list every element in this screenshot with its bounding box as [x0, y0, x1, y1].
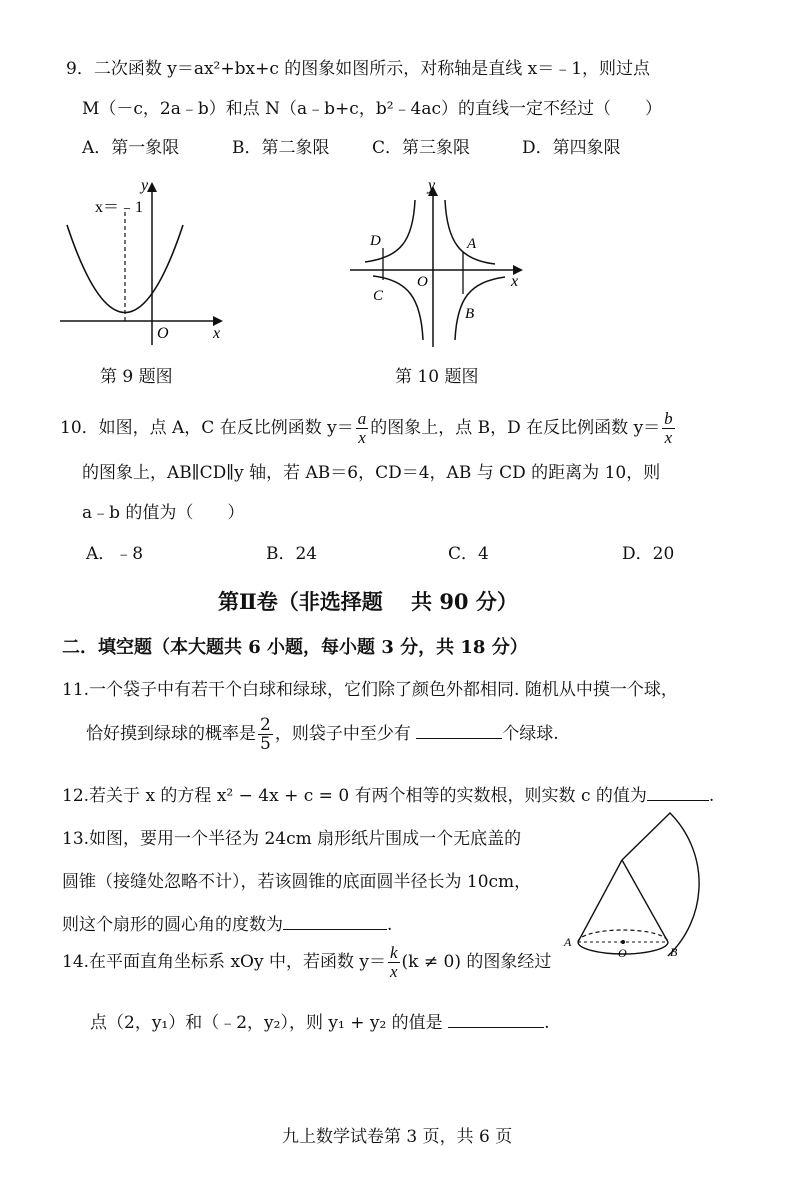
q10-line1-mid: 的图象上，点 B，D 在反比例函数 y＝	[370, 418, 661, 438]
part2-heading: 二．填空题（本大题共 6 小题，每小题 3 分，共 18 分）	[62, 637, 528, 658]
q13-figure	[560, 808, 730, 968]
q10-curve-a-left	[373, 276, 423, 340]
q10-point-c: C	[373, 288, 384, 304]
q9-option-b: B．第二象限	[232, 138, 330, 158]
q10-option-b: B．24	[266, 544, 318, 564]
q10-curve-a-right	[445, 200, 495, 264]
q10-frac2	[662, 410, 675, 447]
q13-line3-text: 则这个扇形的圆心角的度数为	[62, 915, 283, 935]
q9-figure	[55, 170, 235, 350]
q10-point-a: A	[467, 236, 477, 252]
q9-option-a: A．第一象限	[82, 138, 180, 158]
q14-answer-blank[interactable]	[448, 1011, 544, 1028]
q10-figure	[345, 172, 535, 352]
q9-x-label: x	[213, 325, 221, 342]
q9-axis-label: x＝﹣1	[95, 199, 144, 216]
q13-point-a: A	[564, 935, 572, 949]
q10-caption: 第 10 题图	[395, 367, 479, 387]
q10-option-d: D．20	[622, 544, 675, 564]
q14-frac-num: k	[389, 943, 398, 962]
q11-line2-pre: 恰好摸到绿球的概率是	[86, 724, 256, 744]
q12-end: .	[708, 786, 715, 806]
q13-cone-right	[622, 860, 668, 942]
q13-answer-blank[interactable]	[283, 913, 387, 930]
q9-y-label: y	[141, 177, 149, 194]
q13-line2: 圆锥（接缝处忽略不计），若该圆锥的底面圆半径长为 10cm，	[62, 872, 532, 892]
q11-line2	[86, 714, 559, 754]
q9-y-arrow	[147, 182, 157, 192]
q13-line3	[62, 913, 392, 936]
page-footer: 九上数学试卷第 3 页，共 6 页	[282, 1127, 513, 1147]
q10-frac2-num: b	[664, 409, 673, 428]
section2-title: 第Ⅱ卷（非选择题 共 90 分）	[218, 589, 518, 614]
q9-option-c: C．第三象限	[372, 138, 471, 158]
q12-answer-blank[interactable]	[647, 784, 709, 801]
q10-y-label: y	[428, 177, 436, 194]
q11-line1: 11.一个袋子中有若干个白球和绿球，它们除了颜色外都相同. 随机从中摸一个球，	[62, 680, 678, 700]
q14-line1-post: (k ≠ 0) 的图象经过	[401, 952, 552, 972]
q10-line2: 的图象上，AB∥CD∥y 轴，若 AB＝6，CD＝4，AB 与 CD 的距离为 10，则	[82, 463, 661, 483]
q10-option-a: A．﹣8	[86, 544, 144, 564]
q11-answer-blank[interactable]	[416, 722, 502, 739]
q12-line	[62, 784, 714, 807]
q14-line1	[62, 942, 551, 982]
q10-point-b: B	[465, 306, 475, 322]
q10-point-d: D	[370, 233, 381, 249]
q11-line2-end: 个绿球.	[502, 724, 559, 744]
q10-line1	[60, 408, 677, 448]
q12-text: 12.若关于 x 的方程 x² − 4x + c = 0 有两个相等的实数根，则实数 c 的值为	[62, 786, 647, 806]
q10-line3: a﹣b 的值为（ ）	[82, 503, 245, 523]
q13-point-o: O	[618, 946, 627, 960]
q14-line1-pre: 14.在平面直角坐标系 xOy 中，若函数 y＝	[62, 952, 386, 972]
q11-line2-post: ，则袋子中至少有	[274, 724, 411, 744]
q10-origin-label: O	[417, 274, 428, 290]
q9-origin-label: O	[157, 325, 169, 342]
q9-line1: 9．二次函数 y＝ax²+bx+c 的图象如图所示，对称轴是直线 x＝﹣1，则过点	[66, 59, 651, 79]
q14-frac-den: x	[389, 962, 398, 981]
q14-frac	[388, 944, 400, 981]
q11-frac-den: 5	[260, 734, 271, 754]
q10-x-label: x	[511, 273, 519, 290]
q13-line1: 13.如图，要用一个半径为 24cm 扇形纸片围成一个无底盖的	[62, 829, 522, 849]
q13-sector	[622, 813, 699, 956]
q10-frac1-den: x	[358, 428, 366, 447]
q13-center-dot	[621, 940, 625, 944]
q10-line1-pre: 10．如图，点 A，C 在反比例函数 y＝	[60, 418, 354, 438]
q9-caption: 第 9 题图	[100, 367, 173, 387]
q10-frac2-den: x	[664, 428, 673, 447]
q13-point-b: B	[670, 945, 678, 959]
q9-option-d: D．第四象限	[522, 138, 621, 158]
q11-frac-num: 2	[260, 715, 271, 735]
q11-frac	[258, 716, 273, 753]
q9-line2: M（－c，2a﹣b）和点 N（a﹣b+c，b²﹣4ac）的直线一定不经过（ ）	[82, 99, 662, 119]
q14-line2-text: 点（2，y₁）和（﹣2，y₂），则 y₁ + y₂ 的值是	[90, 1013, 443, 1033]
q14-end: .	[544, 1013, 550, 1033]
q10-frac1-num: a	[357, 409, 367, 428]
q13-end: .	[387, 915, 393, 935]
q14-line2	[90, 1011, 549, 1034]
q10-option-c: C．4	[448, 544, 489, 564]
q10-curve-b-left	[365, 200, 415, 262]
q10-frac1	[356, 410, 369, 447]
q13-cone-left	[578, 860, 622, 942]
